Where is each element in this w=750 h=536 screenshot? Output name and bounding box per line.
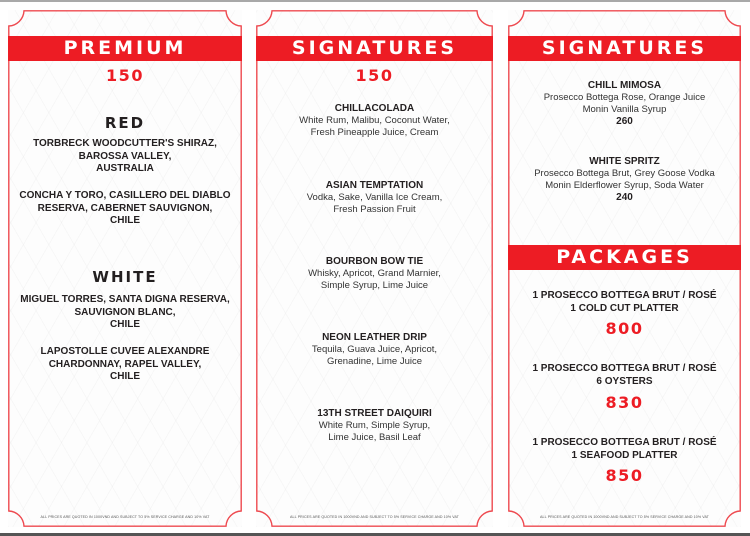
drink-desc: Monin Vanilla Syrup (582, 104, 667, 115)
drink-desc: White Rum, Malibu, Coconut Water, (299, 115, 450, 126)
package-line: 1 PROSECCO BOTTEGA BRUT / ROSÉ (532, 437, 717, 448)
drink-desc: Tequila, Guava Juice, Apricot, (311, 344, 438, 355)
drink-item (256, 256, 493, 292)
drink-item (256, 180, 493, 216)
wine-line: SAUVIGNON BLANC, (74, 306, 176, 318)
wine-line: CHILE (110, 371, 140, 382)
drink-desc: Grenadine, Lime Juice (326, 356, 423, 367)
wine-line: CHILE (110, 319, 140, 330)
package-price: 800 (605, 319, 644, 338)
wine-line: CHILE (110, 215, 140, 226)
white-heading: WHITE (92, 268, 158, 286)
drink-desc: Monin Elderflower Syrup, Soda Water (545, 180, 704, 191)
premium-price: 150 (106, 66, 144, 85)
price-footnote: ALL PRICES ARE QUOTED IN 1000VND AND SUBJECT TO 5% SERVICE CHARGE AND 10% VAT (40, 515, 210, 519)
signatures-title-band: SIGNATURES (508, 36, 741, 61)
drink-desc: Fresh Pineapple Juice, Cream (310, 127, 439, 138)
wine-line: CHARDONNAY, RAPEL VALLEY, (48, 358, 202, 370)
wine-line: CONCHA Y TORO, CASILLERO DEL DIABLO (19, 190, 231, 201)
drink-name: NEON LEATHER DRIP (322, 332, 427, 343)
wine-line: LAPOSTOLLE CUVEE ALEXANDRE (40, 346, 210, 357)
package-price: 850 (605, 466, 644, 485)
drink-desc: Simple Syrup, Lime Juice (320, 280, 429, 291)
drink-name: ASIAN TEMPTATION (325, 180, 424, 191)
drink-desc: White Rum, Simple Syrup, (318, 420, 431, 431)
signatures-title-band: SIGNATURES (256, 36, 493, 61)
top-rule (0, 0, 750, 2)
wine-line: BAROSSA VALLEY, (78, 150, 172, 162)
drink-desc: Fresh Passion Fruit (333, 204, 416, 215)
package-line: 1 PROSECCO BOTTEGA BRUT / ROSÉ (532, 290, 717, 301)
drink-desc: Lime Juice, Basil Leaf (328, 432, 421, 443)
drink-item (256, 103, 493, 139)
panel-signatures-1 (256, 10, 493, 527)
wine-line: RESERVA, CABERNET SAUVIGNON, (37, 202, 213, 214)
package-line: 1 PROSECCO BOTTEGA BRUT / ROSÉ (532, 363, 717, 374)
package-line: 1 COLD CUT PLATTER (570, 302, 679, 314)
package-price: 830 (605, 393, 644, 412)
drink-name: 13TH STREET DAIQUIRI (317, 408, 432, 419)
red-heading: RED (104, 114, 146, 132)
drink-name: BOURBON BOW TIE (325, 256, 424, 267)
price-footnote: ALL PRICES ARE QUOTED IN 1000VND AND SUBJECT TO 5% SERVICE CHARGE AND 10% VAT (540, 515, 709, 519)
package-line: 1 SEAFOOD PLATTER (571, 449, 678, 461)
wine-line: TORBRECK WOODCUTTER'S SHIRAZ, (33, 138, 217, 149)
wine-line: AUSTRALIA (96, 163, 154, 174)
drink-item (256, 332, 493, 368)
package-item (508, 363, 741, 388)
package-item (508, 437, 741, 462)
drink-item (508, 80, 741, 128)
drink-item (508, 156, 741, 204)
package-line: 6 OYSTERS (596, 375, 653, 387)
wine-item (8, 190, 242, 228)
drink-item (256, 408, 493, 444)
wine-item (8, 294, 242, 332)
drink-desc: Prosecco Bottega Rose, Orange Juice (543, 92, 706, 103)
packages-title-band: PACKAGES (508, 245, 741, 270)
panel-signatures-2 (508, 10, 741, 527)
price-footnote: ALL PRICES ARE QUOTED IN 1000VND AND SUBJECT TO 5% SERVICE CHARGE AND 10% VAT (290, 515, 459, 519)
wine-line: MIGUEL TORRES, SANTA DIGNA RESERVA, (20, 294, 230, 305)
wine-item (8, 346, 242, 384)
drink-price: 260 (616, 116, 633, 127)
signatures-price: 150 (355, 66, 394, 85)
drink-name: WHITE SPRITZ (589, 156, 660, 167)
wine-item (8, 138, 242, 176)
premium-title-band: PREMIUM (8, 36, 242, 61)
drink-desc: Vodka, Sake, Vanilla Ice Cream, (306, 192, 443, 203)
drink-desc: Prosecco Bottega Brut, Grey Goose Vodka (534, 168, 715, 179)
package-item (508, 290, 741, 315)
drink-name: CHILL MIMOSA (587, 80, 662, 91)
drink-desc: Whisky, Apricot, Grand Marnier, (308, 268, 441, 279)
panel-premium (8, 10, 242, 527)
drink-name: CHILLACOLADA (334, 103, 415, 114)
drink-price: 240 (616, 192, 633, 203)
